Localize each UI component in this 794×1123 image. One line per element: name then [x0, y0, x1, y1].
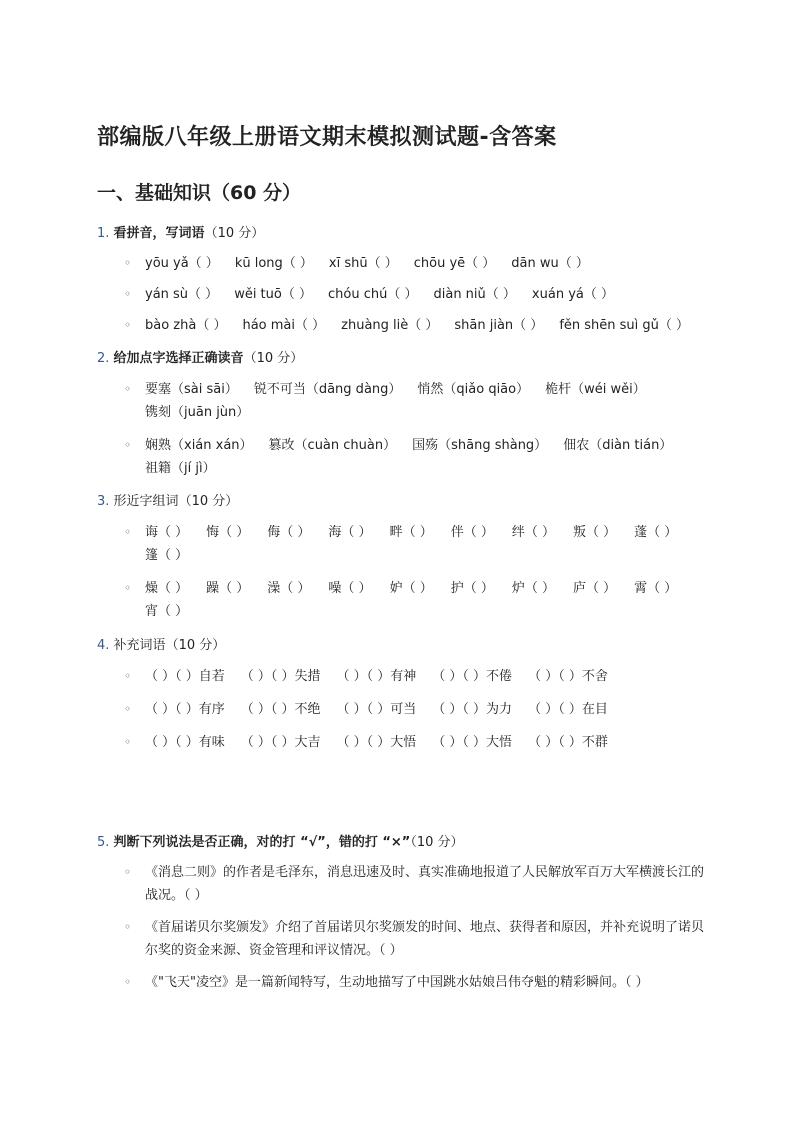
question-number: 3.: [97, 494, 110, 509]
pinyin-item: dān wu（ ）: [511, 256, 589, 271]
reading-item: 锐不可当（dāng dàng）: [253, 382, 402, 397]
char-item: 海（ ）: [328, 525, 372, 540]
question-1: [97, 225, 704, 337]
judgement-item: ◦ 《消息二则》的作者是毛泽东，消息迅速及时、真实准确地报道了人民解放军百万大军横渡长江的战况。（ ）: [97, 861, 704, 907]
pinyin-item: chóu chú（ ）: [328, 287, 418, 302]
question-title: 给加点字选择正确读音: [113, 351, 244, 366]
char-item: 绊（ ）: [511, 525, 555, 540]
pinyin-item: shān jiàn（ ）: [454, 318, 544, 333]
pinyin-item: diàn niǔ（ ）: [433, 287, 516, 302]
reading-item: 悄然（qiǎo qiāo）: [417, 382, 530, 397]
char-item: 畔（ ）: [389, 525, 433, 540]
list-item: [97, 434, 704, 480]
idiom-item: （ ）（ ）可当: [336, 702, 417, 717]
char-item: 篷（ ）: [145, 548, 189, 563]
list-item: [97, 698, 704, 721]
list-item: [97, 521, 704, 567]
question-title: 判断下列说法是否正确，对的打 “√”，错的打 “×”: [113, 835, 411, 850]
pinyin-item: háo mài（ ）: [242, 318, 326, 333]
question-score: （10 分）: [165, 638, 226, 653]
char-item: 侮（ ）: [267, 525, 311, 540]
reading-item: 桅杆（wéi wěi）: [545, 382, 646, 397]
list-item: [97, 577, 704, 623]
char-item: 噪（ ）: [328, 581, 372, 596]
judgement-item: ◦ 《"飞天"凌空》是一篇新闻特写，生动地描写了中国跳水姑娘吕伟夺魁的精彩瞬间。（ ）: [97, 971, 704, 994]
char-item: ◦ 燥（ ）: [145, 581, 189, 596]
char-item: 澡（ ）: [267, 581, 311, 596]
question-number: 2.: [97, 351, 110, 366]
char-item: 霄（ ）: [634, 581, 678, 596]
question-3-heading: [97, 493, 704, 511]
question-1-heading: [97, 225, 704, 243]
idiom-item: （ ）（ ）大悟: [336, 735, 417, 750]
char-item: 躁（ ）: [206, 581, 250, 596]
question-4-heading: [97, 637, 704, 655]
reading-item: 佃农（diàn tián）: [563, 438, 673, 453]
pinyin-item: fěn shēn suì gǔ（ ）: [559, 318, 690, 333]
char-item: 宵（ ）: [145, 604, 189, 619]
idiom-item: （ ）（ ）不群: [528, 735, 608, 750]
idiom-item: （ ）（ ）失措: [240, 669, 321, 684]
question-5-heading: [97, 834, 704, 852]
question-2-heading: [97, 350, 704, 368]
idiom-item: （ ）（ ）为力: [432, 702, 513, 717]
idiom-item: （ ）（ ）有神: [336, 669, 417, 684]
idiom-item: ◦ （ ）（ ）有味: [145, 735, 225, 750]
question-number: 1.: [97, 226, 110, 241]
list-item: [97, 378, 704, 424]
reading-item: 篡改（cuàn chuàn）: [268, 438, 397, 453]
pinyin-item: ◦ yōu yǎ（ ）: [145, 256, 219, 271]
pinyin-item: zhuàng liè（ ）: [341, 318, 439, 333]
char-item: 庐（ ）: [572, 581, 617, 596]
idiom-item: （ ）（ ）在目: [528, 702, 608, 717]
document-title: 部编版八年级上册语文期末模拟测试题-含答案: [97, 125, 557, 150]
pinyin-item: ◦ yán sù（ ）: [145, 287, 219, 302]
idiom-item: （ ）（ ）不舍: [528, 669, 608, 684]
question-3: [97, 493, 704, 623]
question-number: 5.: [97, 835, 110, 850]
char-item: 蓬（ ）: [634, 525, 678, 540]
reading-item: 镌刻（juān jùn）: [145, 405, 250, 420]
judgement-item: ◦ 《首届诺贝尔奖颁发》介绍了首届诺贝尔奖颁发的时间、地点、获得者和原因，并补充说明了诺贝尔奖的资金来源、资金管理和评议情况。（ ）: [97, 916, 704, 962]
pinyin-item: wěi tuō（ ）: [234, 287, 312, 302]
question-4: [97, 637, 704, 754]
question-score: （10 分）: [178, 494, 239, 509]
question-2: [97, 350, 704, 480]
char-item: 护（ ）: [450, 581, 494, 596]
reading-item: ◦ 娴熟（xián xán）: [145, 438, 253, 453]
idiom-item: （ ）（ ）大悟: [432, 735, 513, 750]
list-item: [97, 252, 704, 275]
pinyin-item: ◦ bào zhà（ ）: [145, 318, 227, 333]
char-item: 伴（ ）: [450, 525, 494, 540]
reading-item: ◦ 要塞（sài sāi）: [145, 382, 238, 397]
question-score: （10 分）: [243, 351, 304, 366]
pinyin-item: kū long（ ）: [234, 256, 313, 271]
question-score: （10 分）: [410, 835, 464, 850]
idiom-item: （ ）（ ）大吉: [240, 735, 321, 750]
question-title: 补充词语: [113, 638, 166, 653]
pinyin-item: xī shū（ ）: [328, 256, 398, 271]
list-item: [97, 665, 704, 688]
list-item: [97, 283, 704, 306]
question-number: 4.: [97, 638, 110, 653]
char-item: 炉（ ）: [511, 581, 555, 596]
list-item: [97, 314, 704, 337]
question-5: [97, 834, 704, 994]
question-score: （10 分）: [204, 226, 265, 241]
idiom-item: ◦ （ ）（ ）自若: [145, 669, 225, 684]
idiom-item: （ ）（ ）不倦: [432, 669, 513, 684]
char-item: ◦ 诲（ ）: [145, 525, 189, 540]
section-heading: 一、基础知识（60 分）: [97, 182, 302, 204]
question-title: 看拼音，写词语: [113, 226, 205, 241]
reading-item: 祖籍（jí jì）: [145, 461, 216, 476]
question-title: 形近字组词: [113, 494, 179, 509]
list-item: [97, 731, 704, 754]
char-item: 妒（ ）: [389, 581, 433, 596]
pinyin-item: chōu yē（ ）: [413, 256, 496, 271]
idiom-item: （ ）（ ）不绝: [240, 702, 321, 717]
pinyin-item: xuán yá（ ）: [531, 287, 614, 302]
reading-item: 国殇（shāng shàng）: [412, 438, 548, 453]
char-item: 叛（ ）: [572, 525, 617, 540]
char-item: 悔（ ）: [206, 525, 250, 540]
idiom-item: ◦ （ ）（ ）有序: [145, 702, 225, 717]
